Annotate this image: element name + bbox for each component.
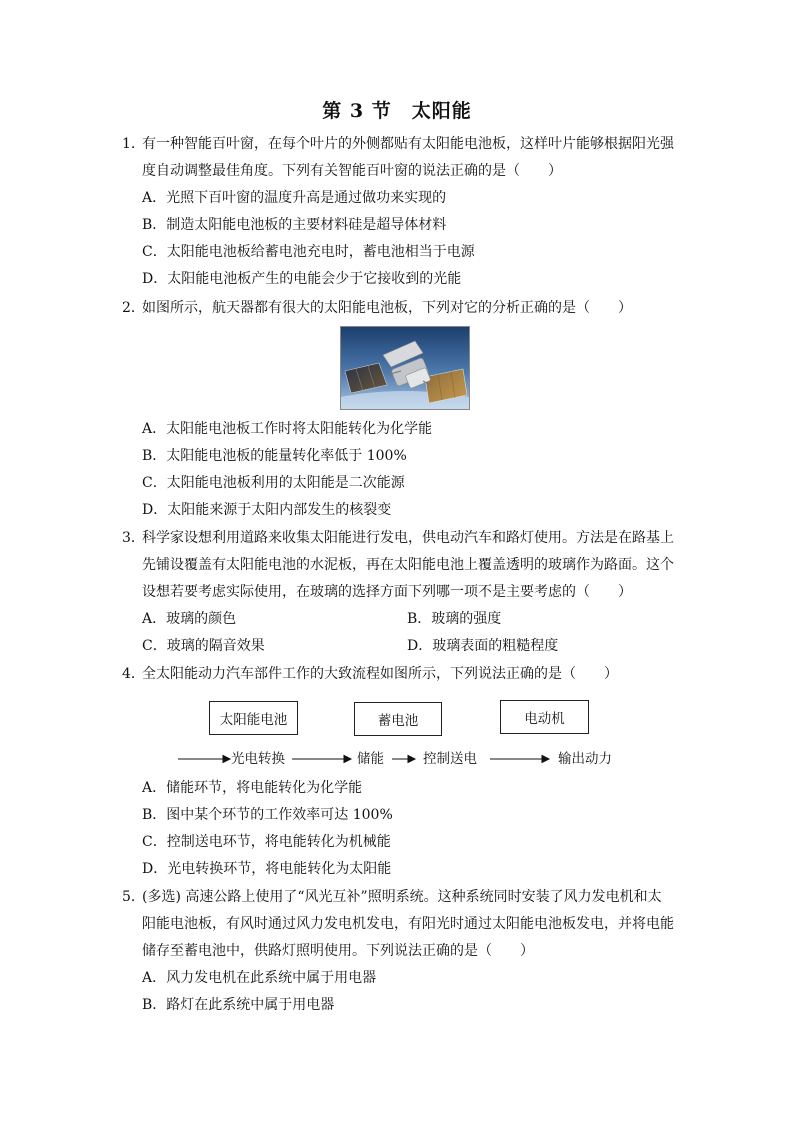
question-5-text-line-1: (多选) 高速公路上使用了“风光互补”照明系统。这种系统同时安装了风力发电机和太 [142, 889, 662, 905]
question-1-text-line-1: 有一种智能百叶窗，在每个叶片的外侧都贴有太阳能电池板，这样叶片能够根据阳光强 [142, 136, 674, 152]
question-2-option-b: B．太阳能电池板的能量转化率低于 100% [142, 448, 407, 464]
question-3-option-c: C．玻璃的隔音效果 [142, 638, 265, 654]
spacecraft-solar-panel-image [340, 326, 470, 410]
question-5-option-a: A．风力发电机在此系统中属于用电器 [142, 970, 377, 986]
question-4-option-b: B．图中某个环节的工作效率可达 100% [142, 807, 393, 823]
question-1-option-d: D．太阳能电池板产生的电能会少于它接收到的光能 [142, 271, 462, 287]
question-5-number: 5． [122, 889, 145, 905]
question-4-option-a: A．储能环节，将电能转化为化学能 [142, 780, 363, 796]
question-4-option-d: D．光电转换环节，将电能转化为太阳能 [142, 861, 392, 877]
question-2-option-c: C．太阳能电池板利用的太阳能是二次能源 [142, 475, 405, 491]
flow-box-solar-cell: 太阳能电池 [209, 701, 298, 735]
question-1-text-line-2: 度自动调整最佳角度。下列有关智能百叶窗的说法正确的是（ ） [142, 163, 562, 179]
question-3-option-d: D．玻璃表面的粗糙程度 [407, 638, 559, 654]
question-4-text-line-1: 全太阳能动力汽车部件工作的大致流程如图所示，下列说法正确的是（ ） [142, 666, 618, 682]
question-5-option-b: B．路灯在此系统中属于用电器 [142, 997, 335, 1013]
question-3-option-a: A．玻璃的颜色 [142, 611, 237, 627]
flow-step-output: 输出动力 [558, 751, 612, 767]
question-3-option-b: B．玻璃的强度 [407, 611, 502, 627]
flow-step-photoelectric: 光电转换 [231, 751, 285, 767]
question-1-option-c: C．太阳能电池板给蓄电池充电时，蓄电池相当于电源 [142, 244, 475, 260]
question-2-option-a: A．太阳能电池板工作时将太阳能转化为化学能 [142, 421, 433, 437]
question-2-text-line-1: 如图所示，航天器都有很大的太阳能电池板，下列对它的分析正确的是（ ） [142, 300, 632, 316]
flow-step-control: 控制送电 [423, 751, 477, 767]
flow-box-battery: 蓄电池 [354, 702, 442, 736]
question-2-option-d: D．太阳能来源于太阳内部发生的核裂变 [142, 502, 392, 518]
question-4-number: 4． [122, 666, 145, 682]
question-3-number: 3． [122, 530, 145, 546]
question-1-number: 1． [122, 136, 145, 152]
page-title: 第 3 节 太阳能 [322, 100, 472, 122]
question-3-text-line-1: 科学家设想利用道路来收集太阳能进行发电，供电动汽车和路灯使用。方法是在路基上 [142, 530, 674, 546]
question-5-text-line-2: 阳能电池板，有风时通过风力发电机发电，有阳光时通过太阳能电池板发电，并将电能 [142, 916, 674, 932]
question-5-text-line-3: 储存至蓄电池中，供路灯照明使用。下列说法正确的是（ ） [142, 943, 534, 959]
question-3-text-line-2: 先铺设覆盖有太阳能电池的水泥板，再在太阳能电池上覆盖透明的玻璃作为路面。这个 [142, 557, 674, 573]
question-2-number: 2． [122, 300, 145, 316]
question-3-text-line-3: 设想若要考虑实际使用，在玻璃的选择方面下列哪一项不是主要考虑的（ ） [142, 584, 632, 600]
question-4-option-c: C．控制送电环节，将电能转化为机械能 [142, 834, 391, 850]
flow-step-storage: 储能 [357, 751, 384, 767]
flow-box-motor: 电动机 [500, 700, 589, 734]
question-1-option-b: B．制造太阳能电池板的主要材料硅是超导体材料 [142, 217, 447, 233]
question-1-option-a: A．光照下百叶窗的温度升高是通过做功来实现的 [142, 190, 447, 206]
